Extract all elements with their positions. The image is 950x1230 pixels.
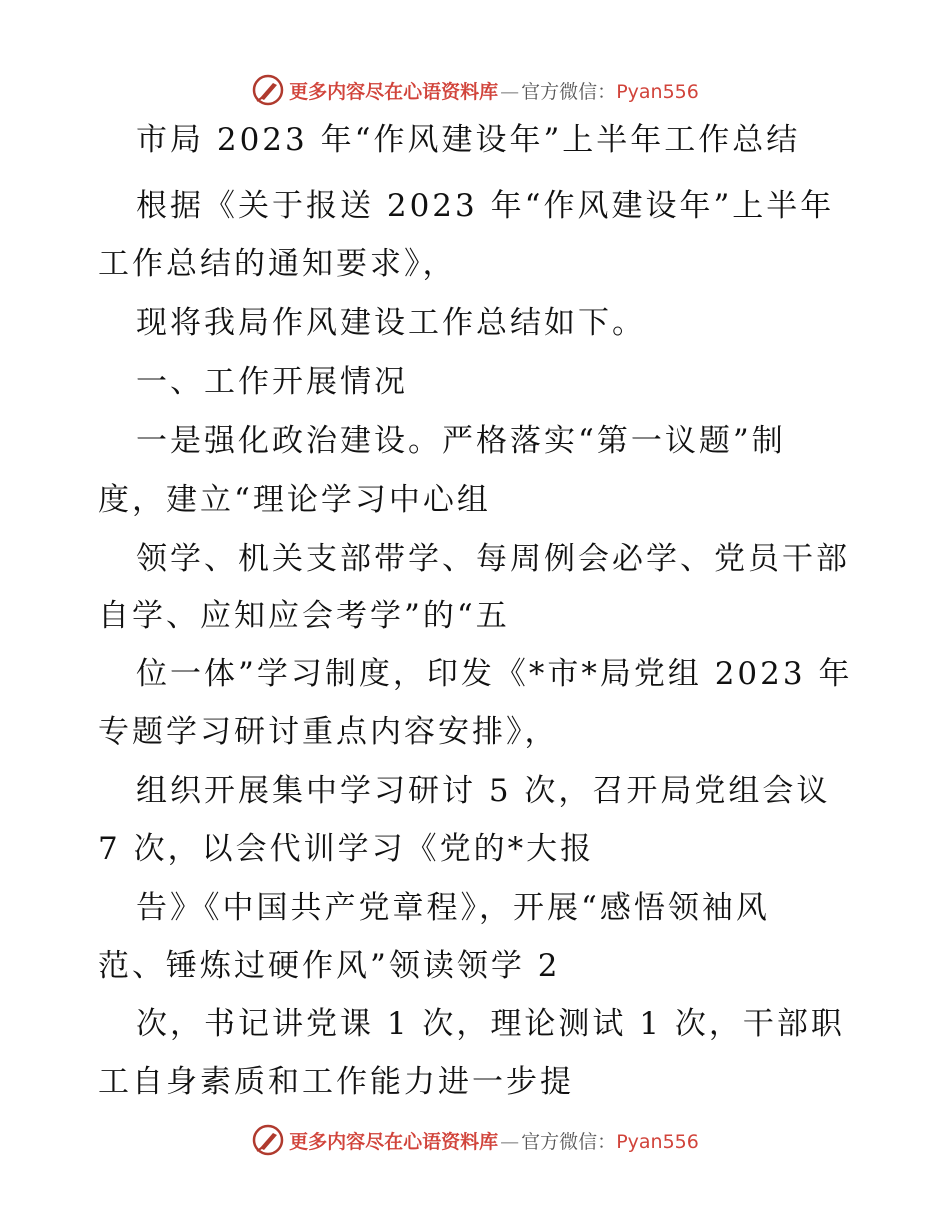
paragraph-line: 范、锤炼过硬作风”领读领学 2	[98, 948, 561, 984]
paragraph-line: 专题学习研讨重点内容安排》，	[98, 714, 559, 750]
paragraph-line: 7 次，以会代训学习《党的*大报	[98, 831, 595, 867]
section-heading: 一、工作开展情况	[136, 364, 408, 400]
watermark-dash: —	[500, 80, 520, 103]
watermark-wechat-label: 官方微信：	[521, 80, 617, 103]
paragraph-line: 组织开展集中学习研讨 5 次，召开局党组会议	[136, 773, 831, 809]
watermark-wechat-id: Pyan556	[616, 1130, 699, 1153]
paragraph-line: 度，建立“理论学习中心组	[98, 482, 491, 518]
paragraph-line: 告》《中国共产党章程》，开展“感悟领袖风	[136, 890, 770, 926]
watermark-wechat-label: 官方微信：	[521, 1130, 617, 1153]
watermark-main-text: 更多内容尽在心语资料库	[289, 80, 499, 103]
paragraph-line: 现将我局作风建设工作总结如下。	[136, 305, 646, 341]
footer-watermark	[0, 1122, 950, 1158]
watermark-wechat-id: Pyan556	[616, 80, 699, 103]
paragraph-line: 工自身素质和工作能力进一步提	[98, 1064, 574, 1100]
header-watermark	[0, 72, 950, 108]
paragraph-line: 领学、机关支部带学、每周例会必学、党员干部	[136, 541, 850, 577]
watermark-main-text: 更多内容尽在心语资料库	[289, 1130, 499, 1153]
quill-logo-icon	[251, 1123, 285, 1157]
paragraph-line: 根据《关于报送 2023 年“作风建设年”上半年	[136, 188, 835, 224]
watermark-dash: —	[500, 1130, 520, 1153]
paragraph-line: 位一体”学习制度，印发《*市*局党组 2023 年	[136, 656, 853, 692]
document-title: 市局 2023 年“作风建设年”上半年工作总结	[136, 122, 801, 158]
quill-logo-icon	[251, 73, 285, 107]
paragraph-line: 一是强化政治建设。严格落实“第一议题”制	[136, 423, 786, 459]
paragraph-line: 次，书记讲党课 1 次，理论测试 1 次，干部职	[136, 1006, 845, 1042]
paragraph-line: 自学、应知应会考学”的“五	[98, 598, 510, 634]
paragraph-line: 工作总结的通知要求》，	[98, 246, 457, 282]
